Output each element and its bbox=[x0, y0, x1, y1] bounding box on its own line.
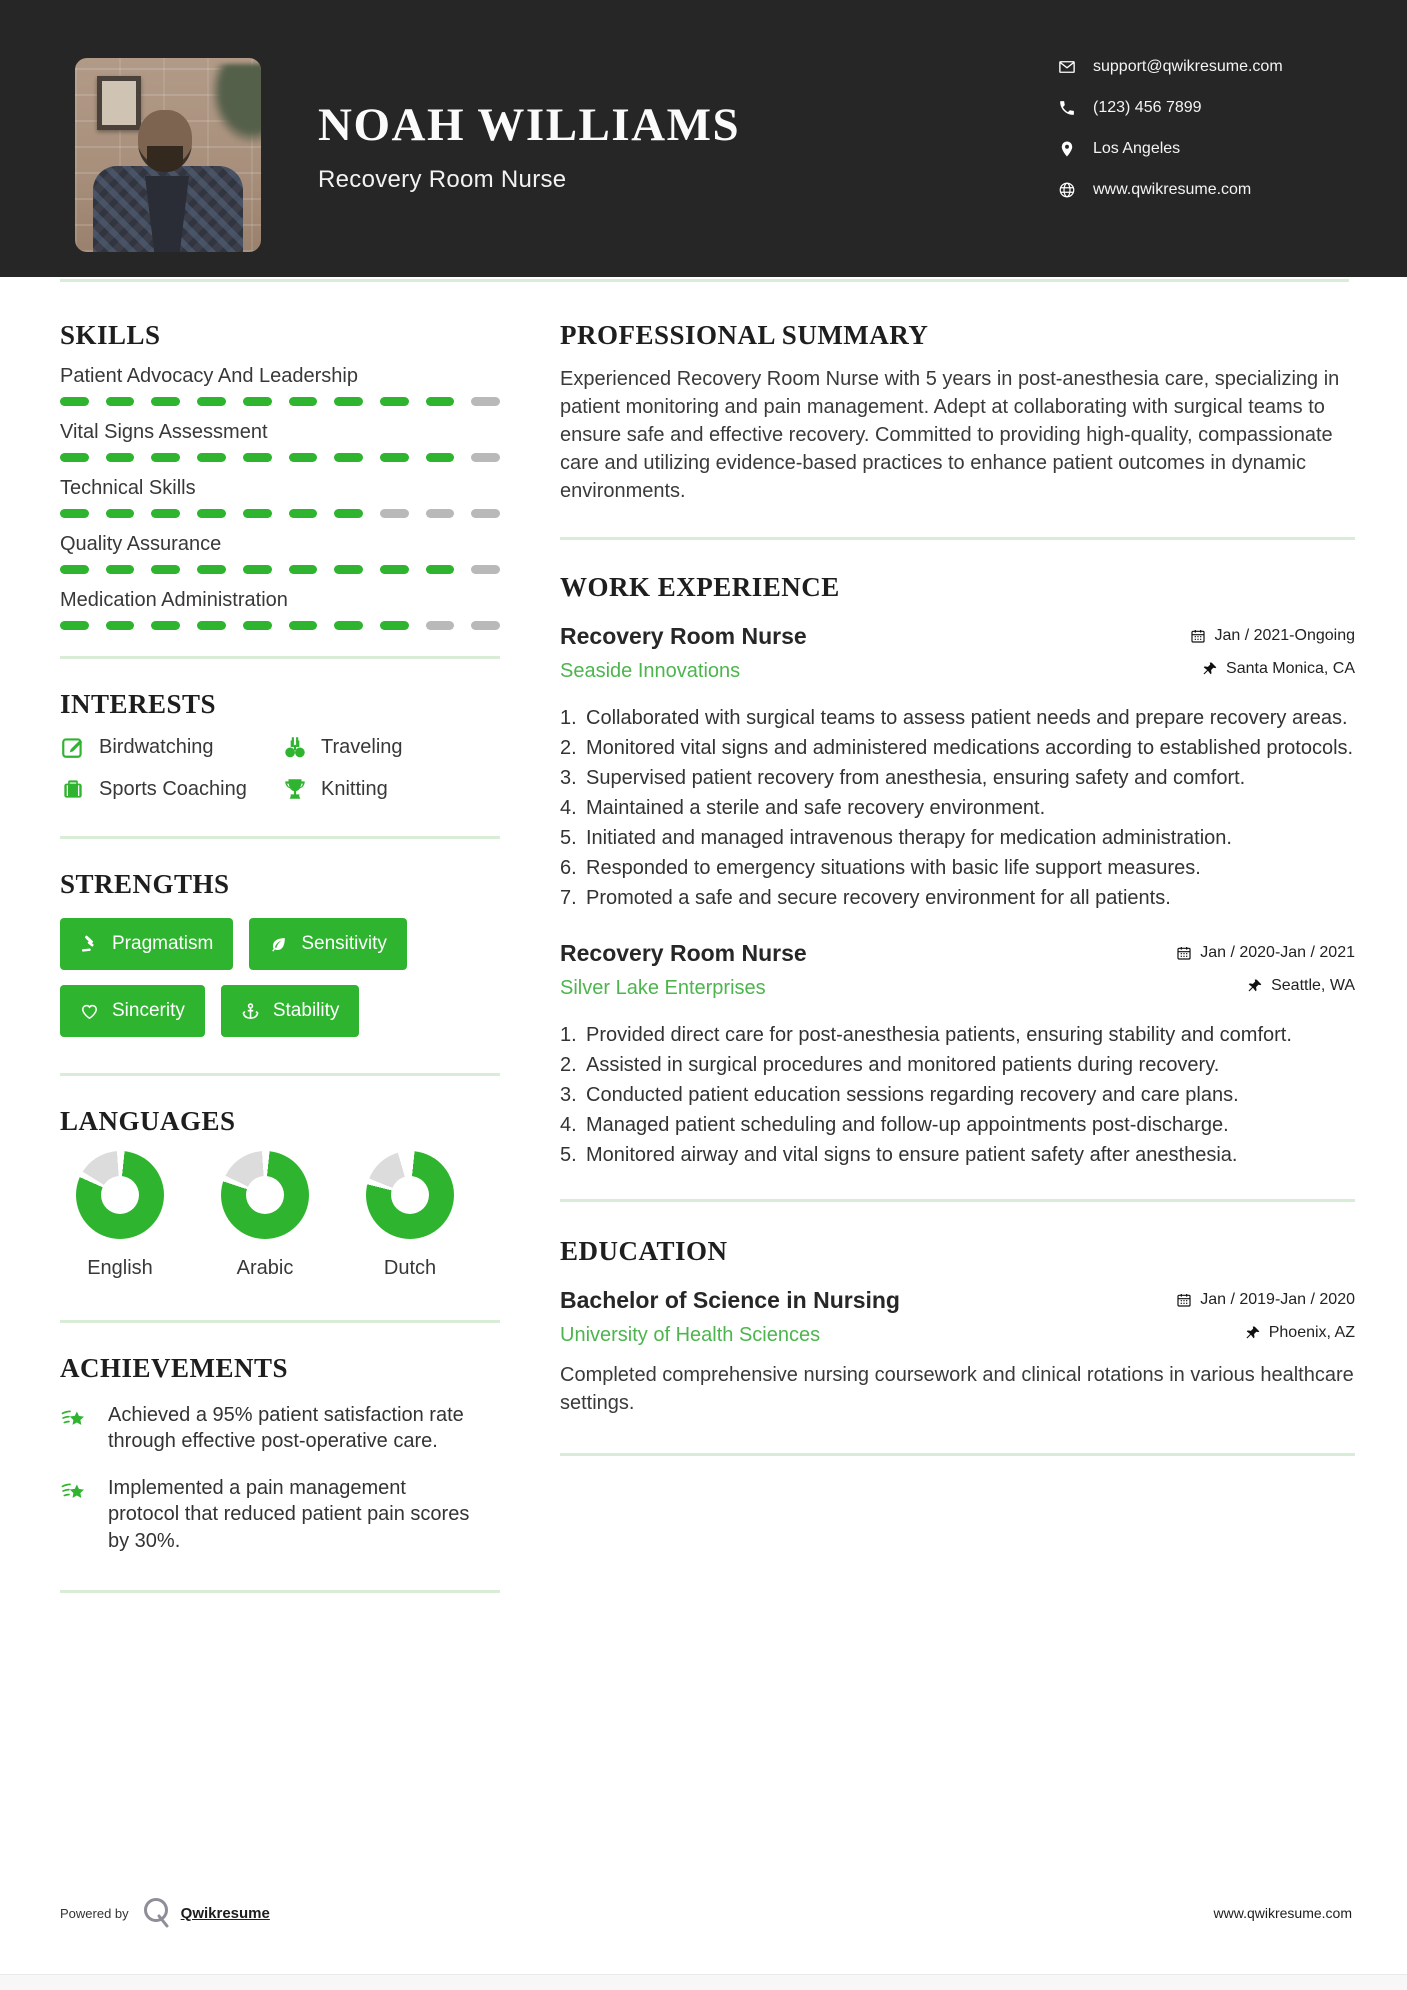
job-bullet bbox=[560, 1022, 1355, 1049]
bullet-text: Monitored vital signs and administered medications according to established protocols. bbox=[586, 737, 1354, 759]
gavel-icon bbox=[80, 935, 99, 954]
interests-list bbox=[60, 734, 500, 802]
skill-pill bbox=[334, 453, 363, 462]
skill-pill bbox=[106, 621, 135, 630]
skill-pill bbox=[289, 397, 318, 406]
education-description: Completed comprehensive nursing coursework and clinical rotations in various healthcare settings. bbox=[560, 1364, 1354, 1414]
job-bullet bbox=[560, 1112, 1355, 1139]
skill-pill bbox=[471, 509, 500, 518]
language-label: Dutch bbox=[383, 1257, 437, 1279]
shooting-star-icon bbox=[60, 1404, 90, 1434]
interest-item bbox=[60, 776, 282, 802]
envelope-icon bbox=[1058, 58, 1076, 76]
binoculars-icon bbox=[282, 734, 308, 760]
bullet-number: 2. bbox=[560, 737, 577, 759]
language-label: English bbox=[87, 1257, 153, 1279]
skill-pill bbox=[471, 397, 500, 406]
job-location-text: Seattle, WA bbox=[1271, 977, 1355, 994]
anchor-icon bbox=[241, 1002, 260, 1021]
skill-label: Medication Administration bbox=[60, 589, 288, 611]
skill-level-bar bbox=[60, 621, 500, 630]
contact-row bbox=[1058, 140, 1283, 158]
interest-label: Traveling bbox=[321, 735, 403, 758]
skill-pill bbox=[60, 397, 89, 406]
strength-tag-sincerity[interactable] bbox=[60, 985, 205, 1037]
contact-row bbox=[1058, 181, 1283, 199]
experience-heading: WORK EXPERIENCE bbox=[560, 572, 840, 602]
strengths-heading: STRENGTHS bbox=[60, 869, 230, 899]
bullet-text: Supervised patient recovery from anesthesia, ensuring safety and comfort. bbox=[586, 767, 1246, 789]
job-bullet bbox=[560, 705, 1355, 732]
job-bullet bbox=[560, 1052, 1355, 1079]
section-divider bbox=[560, 537, 1355, 540]
section-divider bbox=[60, 656, 500, 659]
calendar-icon bbox=[1176, 1292, 1192, 1308]
language-item bbox=[76, 1151, 164, 1280]
skill-pill bbox=[243, 565, 272, 574]
skill-pill bbox=[334, 397, 363, 406]
job-subheader-row bbox=[560, 977, 1355, 1000]
skills-heading: SKILLS bbox=[60, 320, 161, 350]
job-bullet bbox=[560, 855, 1355, 882]
bullet-number: 1. bbox=[560, 707, 577, 729]
contact-row bbox=[1058, 58, 1283, 76]
strength-tag-sensitivity[interactable] bbox=[249, 918, 407, 970]
job-header-row bbox=[560, 940, 1355, 967]
bullet-text: Responded to emergency situations with basic life support measures. bbox=[586, 857, 1201, 879]
skill-pill bbox=[243, 397, 272, 406]
education-location: Phoenix, AZ bbox=[1268, 1324, 1355, 1341]
experience-entry bbox=[560, 940, 1355, 1169]
skill-pill bbox=[197, 621, 226, 630]
contact-text: support@qwikresume.com bbox=[1093, 58, 1283, 75]
job-location-text: Santa Monica, CA bbox=[1226, 660, 1355, 677]
skill-pill bbox=[334, 565, 363, 574]
job-dates bbox=[1190, 627, 1355, 645]
job-location bbox=[1202, 660, 1355, 678]
skill-pill bbox=[471, 565, 500, 574]
language-donut-chart bbox=[366, 1151, 454, 1239]
language-item bbox=[221, 1151, 309, 1280]
skill-pill bbox=[334, 621, 363, 630]
footer bbox=[60, 1896, 1352, 1930]
achievement-item bbox=[60, 1402, 500, 1455]
skill-pill bbox=[60, 509, 89, 518]
strength-label: Sensitivity bbox=[301, 933, 387, 954]
contact-list bbox=[1058, 58, 1283, 222]
language-label: Arabic bbox=[236, 1257, 294, 1279]
job-bullet bbox=[560, 765, 1355, 792]
skill-pill bbox=[380, 453, 409, 462]
qwikresume-link[interactable]: Qwikresume bbox=[180, 1904, 270, 1922]
job-title: Recovery Room Nurse bbox=[560, 623, 807, 649]
left-column bbox=[60, 320, 500, 1623]
interest-label: Sports Coaching bbox=[99, 777, 247, 800]
bullet-number: 5. bbox=[560, 827, 577, 849]
skill-pill bbox=[471, 453, 500, 462]
skill-level-bar bbox=[60, 397, 500, 406]
skill-pill bbox=[289, 453, 318, 462]
job-bullet bbox=[560, 795, 1355, 822]
bullet-text: Provided direct care for post-anesthesia patients, ensuring stability and comfort. bbox=[586, 1024, 1292, 1046]
summary-heading: PROFESSIONAL SUMMARY bbox=[560, 320, 929, 350]
achievement-text: Achieved a 95% patient satisfaction rate through effective post-operative care. bbox=[108, 1404, 464, 1453]
bullet-text: Promoted a safe and secure recovery environment for all patients. bbox=[586, 887, 1171, 909]
skill-level-bar bbox=[60, 565, 500, 574]
skill-pill bbox=[106, 509, 135, 518]
skill-pill bbox=[60, 565, 89, 574]
section-divider bbox=[60, 1073, 500, 1076]
header bbox=[0, 0, 1407, 277]
footer-website: www.qwikresume.com bbox=[1213, 1905, 1352, 1921]
briefcase-icon bbox=[60, 776, 86, 802]
skill-label: Quality Assurance bbox=[60, 533, 222, 555]
education-heading: EDUCATION bbox=[560, 1236, 728, 1266]
language-item bbox=[366, 1151, 454, 1280]
education-dates: Jan / 2019-Jan / 2020 bbox=[1200, 1291, 1355, 1308]
job-bullet bbox=[560, 1142, 1355, 1169]
bullet-number: 3. bbox=[560, 1084, 577, 1106]
summary-text: Experienced Recovery Room Nurse with 5 years in post-anesthesia care, specializing in patient monitoring and pain management. Adept at collaborating with surgical teams to ensure safe and effective recovery. Committed to providing high-quality, compassionate care and utilizing evidence-based practices to enhance patient outcomes in dynamic environments. bbox=[560, 368, 1340, 502]
job-bullet bbox=[560, 1082, 1355, 1109]
languages-heading: LANGUAGES bbox=[60, 1106, 236, 1136]
achievement-text: Implemented a pain management protocol that reduced patient pain scores by 30%. bbox=[108, 1476, 470, 1552]
interests-heading: INTERESTS bbox=[60, 689, 217, 719]
heart-icon bbox=[80, 1002, 99, 1021]
skill-pill bbox=[426, 509, 455, 518]
job-dates-text: Jan / 2020-Jan / 2021 bbox=[1200, 944, 1355, 961]
skill-item bbox=[60, 533, 500, 574]
pushpin-icon bbox=[1247, 978, 1263, 994]
strength-tag-pragmatism[interactable] bbox=[60, 918, 233, 970]
skill-pill bbox=[243, 621, 272, 630]
edit-pencil-icon bbox=[60, 734, 86, 760]
leaf-icon bbox=[269, 935, 288, 954]
languages-list bbox=[76, 1151, 500, 1280]
bullet-number: 3. bbox=[560, 767, 577, 789]
bullet-text: Collaborated with surgical teams to assess patient needs and prepare recovery areas. bbox=[586, 707, 1348, 729]
skill-pill bbox=[60, 621, 89, 630]
achievements-list bbox=[60, 1402, 500, 1554]
globe-icon bbox=[1058, 181, 1076, 199]
skill-pill bbox=[426, 397, 455, 406]
job-bullet bbox=[560, 735, 1355, 762]
skill-pill bbox=[106, 565, 135, 574]
skill-pill bbox=[151, 453, 180, 462]
experience-list bbox=[560, 623, 1355, 1169]
bullet-number: 4. bbox=[560, 797, 577, 819]
job-dates-text: Jan / 2021-Ongoing bbox=[1214, 627, 1355, 644]
skill-item bbox=[60, 589, 500, 630]
skill-pill bbox=[60, 453, 89, 462]
pushpin-icon bbox=[1202, 661, 1218, 677]
skill-pill bbox=[426, 621, 455, 630]
bullet-number: 2. bbox=[560, 1054, 577, 1076]
strength-label: Stability bbox=[272, 1000, 340, 1021]
skill-pill bbox=[380, 565, 409, 574]
page-bottom-strip bbox=[0, 1974, 1407, 1990]
skill-item bbox=[60, 477, 500, 518]
contact-text: (123) 456 7899 bbox=[1093, 99, 1202, 116]
candidate-name: NOAH WILLIAMS bbox=[318, 99, 741, 151]
contact-text: Los Angeles bbox=[1093, 140, 1181, 157]
strength-tag-stability[interactable] bbox=[221, 985, 360, 1037]
skill-pill bbox=[106, 453, 135, 462]
skill-pill bbox=[426, 565, 455, 574]
skill-pill bbox=[243, 509, 272, 518]
calendar-icon bbox=[1176, 945, 1192, 961]
bullet-text: Conducted patient education sessions regarding recovery and care plans. bbox=[586, 1084, 1239, 1106]
section-divider bbox=[560, 1199, 1355, 1202]
job-title: Recovery Room Nurse bbox=[560, 940, 807, 966]
company-name: Seaside Innovations bbox=[560, 660, 741, 682]
skill-item bbox=[60, 421, 500, 462]
strength-label: Sincerity bbox=[112, 1000, 185, 1021]
bullet-text: Assisted in surgical procedures and monitored patients during recovery. bbox=[586, 1054, 1220, 1076]
shooting-star-icon bbox=[60, 1477, 90, 1507]
skills-list bbox=[60, 365, 500, 630]
skill-pill bbox=[471, 621, 500, 630]
job-location bbox=[1247, 977, 1355, 995]
job-subheader-row bbox=[560, 660, 1355, 683]
skill-label: Technical Skills bbox=[60, 477, 196, 499]
skill-pill bbox=[380, 397, 409, 406]
skill-pill bbox=[151, 565, 180, 574]
section-divider bbox=[60, 836, 500, 839]
achievements-heading: ACHIEVEMENTS bbox=[60, 1353, 289, 1383]
language-donut-chart bbox=[76, 1151, 164, 1239]
candidate-title: Recovery Room Nurse bbox=[318, 166, 567, 193]
strength-label: Pragmatism bbox=[112, 933, 214, 954]
bullet-number: 4. bbox=[560, 1114, 577, 1136]
phone-icon bbox=[1058, 99, 1076, 117]
skill-pill bbox=[426, 453, 455, 462]
bullet-text: Maintained a sterile and safe recovery environment. bbox=[586, 797, 1046, 819]
bullet-text: Managed patient scheduling and follow-up appointments post-discharge. bbox=[586, 1114, 1229, 1136]
skill-item bbox=[60, 365, 500, 406]
skill-pill bbox=[289, 509, 318, 518]
skill-pill bbox=[334, 509, 363, 518]
interest-label: Birdwatching bbox=[99, 735, 214, 758]
bullet-number: 7. bbox=[560, 887, 577, 909]
skill-level-bar bbox=[60, 453, 500, 462]
bullet-number: 5. bbox=[560, 1144, 577, 1166]
skill-pill bbox=[151, 509, 180, 518]
location-pin-icon bbox=[1058, 140, 1076, 158]
degree-name: Bachelor of Science in Nursing bbox=[560, 1287, 900, 1313]
interest-item bbox=[60, 734, 282, 760]
section-divider bbox=[560, 1453, 1355, 1456]
skill-pill bbox=[197, 453, 226, 462]
interest-label: Knitting bbox=[321, 777, 388, 800]
contact-text: www.qwikresume.com bbox=[1093, 181, 1252, 198]
job-bullet bbox=[560, 885, 1355, 912]
right-column bbox=[560, 320, 1355, 1623]
skill-pill bbox=[289, 621, 318, 630]
skill-pill bbox=[197, 397, 226, 406]
bullet-number: 6. bbox=[560, 857, 577, 879]
qwikresume-logo-icon bbox=[141, 1896, 171, 1930]
interest-item bbox=[282, 776, 500, 802]
skill-pill bbox=[197, 565, 226, 574]
skill-pill bbox=[380, 621, 409, 630]
job-header-row bbox=[560, 623, 1355, 650]
skill-pill bbox=[380, 509, 409, 518]
job-dates bbox=[1176, 944, 1355, 962]
language-donut-chart bbox=[221, 1151, 309, 1239]
bullet-text: Monitored airway and vital signs to ensure patient safety after anesthesia. bbox=[586, 1144, 1238, 1166]
section-divider bbox=[60, 1590, 500, 1593]
education-entry bbox=[560, 1287, 1355, 1417]
experience-entry bbox=[560, 623, 1355, 912]
strengths-list bbox=[60, 918, 500, 1037]
skill-pill bbox=[243, 453, 272, 462]
calendar-icon bbox=[1190, 628, 1206, 644]
skill-level-bar bbox=[60, 509, 500, 518]
job-bullet-list bbox=[560, 705, 1355, 912]
skill-label: Vital Signs Assessment bbox=[60, 421, 268, 443]
powered-by-label: Powered by bbox=[60, 1905, 129, 1921]
pushpin-icon bbox=[1245, 1325, 1261, 1341]
bullet-text: Initiated and managed intravenous therapy for medication administration. bbox=[586, 827, 1232, 849]
job-bullet-list bbox=[560, 1022, 1355, 1169]
skill-pill bbox=[106, 397, 135, 406]
achievement-item bbox=[60, 1475, 500, 1554]
bullet-number: 1. bbox=[560, 1024, 577, 1046]
job-bullet bbox=[560, 825, 1355, 852]
section-divider bbox=[60, 1320, 500, 1323]
skill-pill bbox=[289, 565, 318, 574]
skill-pill bbox=[197, 509, 226, 518]
skill-pill bbox=[151, 621, 180, 630]
profile-photo bbox=[75, 58, 261, 252]
school-name: University of Health Sciences bbox=[560, 1324, 821, 1346]
contact-row bbox=[1058, 99, 1283, 117]
skill-label: Patient Advocacy And Leadership bbox=[60, 365, 358, 387]
trophy-icon bbox=[282, 776, 308, 802]
interest-item bbox=[282, 734, 500, 760]
skill-pill bbox=[151, 397, 180, 406]
company-name: Silver Lake Enterprises bbox=[560, 977, 766, 999]
